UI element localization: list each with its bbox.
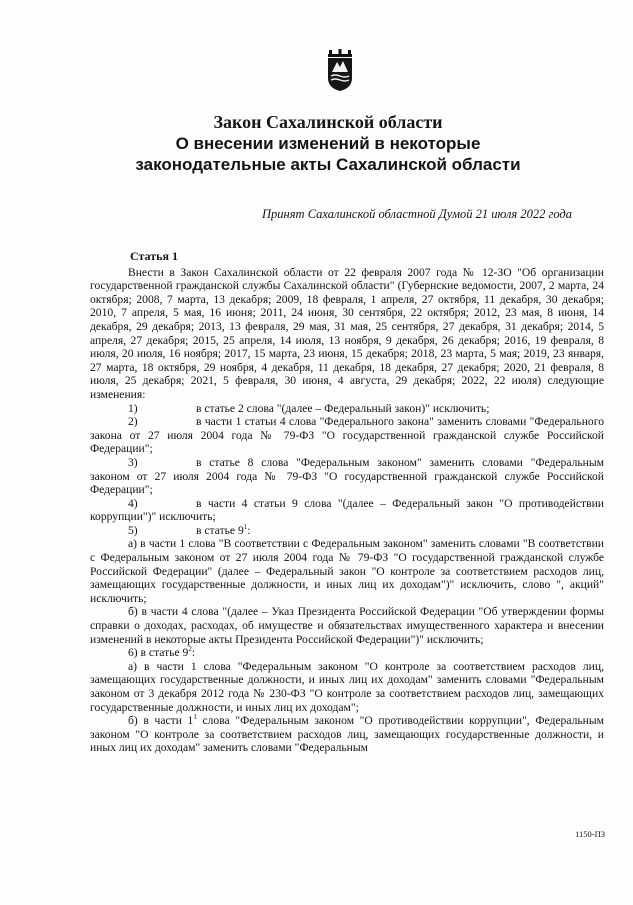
item-end: : — [191, 646, 196, 660]
superscript: 1 — [193, 713, 197, 722]
subitem-6a: а) в части 1 слова "Федеральным законом "О контроле за соответствием расходов лиц, замещающих государственные должности, и иных лиц их доходам" заменить словами "Федеральным законом от 3 декабря 2012 года № 230-ФЗ "О контроле за соответствием расходов лиц, замещающих государственные должности, и иных лиц их доходам"; — [90, 659, 604, 714]
superscript: 1 — [243, 522, 248, 531]
superscript: 2 — [188, 645, 192, 654]
item-text: в статье 9 — [196, 523, 244, 537]
list-item-5 — [90, 524, 604, 538]
subitem-5a: а) в части 1 слова "В соответствии с Федеральным законом" заменить словами "В соответствии с Федеральным законом от 27 июля 2004 года № 79-ФЗ "О государственной гражданской службе Российской Федерации" (далее – Федеральный закон "О контроле за соответствием расходов лиц, замещающих государственные должности, и иных лиц их доходам")" исключить, слово ", акций" исключить; — [90, 537, 604, 605]
subitem-6b — [90, 714, 604, 755]
list-item-1 — [90, 402, 604, 416]
item-number: 2) — [128, 415, 138, 429]
law-subtitle-line2: законодательные акты Сахалинской области — [135, 155, 521, 174]
intro-paragraph: Внести в Закон Сахалинской области от 22 февраля 2007 года № 12-ЗО "Об организации государственной гражданской службы Сахалинской области" (Губернские ведомости, 2007, 2 марта, 24 октября; 2008, 7 марта, 13 декабря; 2009, 18 февраля, 1 апреля, 27 октября, 11 декабря, 30 декабря; 2010, 7 апреля, 5 мая, 16 июня; 2011, 24 июня, 30 сентября, 22 октября; 2012, 23 мая, 8 июня, 14 декабря, 29 декабря; 2013, 13 февраля, 29 мая, 31 мая, 25 сентября, 27 декабря, 31 декабря; 2014, 5 апреля, 27 декабря; 2015, 25 апреля, 14 июля, 13 ноября, 9 декабря, 26 декабря; 2016, 19 февраля, 8 июля, 20 июля, 16 ноября; 2017, 15 марта, 23 июня, 15 декабря; 2018, 23 марта, 5 мая; 2019, 23 января, 27 марта, 18 октября, 29 ноября, 4 декабря, 11 декабря, 18 декабря, 27 декабря; 2020, 21 февраля, 8 июля, 25 декабря; 2021, 5 февраля, 30 июня, 4 августа, 29 декабря; 2022, 22 июля) следующие изменения: — [90, 265, 604, 401]
item-end: : — [247, 523, 251, 537]
item-text: в статье 8 слова "Федеральным законом" заменить словами "Федеральным законом от 27 июля 2004 года № 79-ФЗ "О государственной гражданской службе Российской Федерации"; — [90, 455, 604, 497]
subitem-5b: б) в части 4 слова "(далее – Указ Президента Российской Федерации "Об утверждении формы справки о доходах, расходах, об имуществе и обязательствах имущественного характера и внесении изменений в некоторые акты Президента Российской Федерации")" исключить; — [90, 605, 604, 646]
list-item-2 — [90, 415, 604, 456]
item-text: б) в части 1 — [128, 714, 194, 728]
item-number: 1) — [128, 401, 138, 415]
item-text: в части 4 статьи 9 слова "(далее – Федеральный закон "О противодействии коррупции")" исключить; — [90, 496, 604, 524]
item-text: 6) в статье 9 — [128, 646, 189, 660]
document-body — [90, 250, 604, 755]
list-item-3 — [90, 456, 604, 497]
title-block — [60, 111, 596, 175]
item-number: 3) — [128, 455, 138, 469]
adoption-note: Принят Сахалинской областной Думой 21 июля 2022 года — [262, 207, 572, 221]
item-text: в части 1 статьи 4 слова "Федерального закона" заменить словами "Федерального закона от 27 июля 2004 года № 79-ФЗ "О государственной гражданской службе Российской Федерации"; — [90, 415, 604, 456]
sakhalin-coat-of-arms-icon — [325, 48, 355, 92]
item-number: 4) — [128, 496, 138, 510]
law-title: Закон Сахалинской области — [213, 112, 443, 132]
list-item-4 — [90, 497, 604, 524]
list-item-6 — [90, 646, 604, 660]
law-subtitle-line1: О внесении изменений в некоторые — [175, 134, 481, 153]
document-code: 1150-ПЗ — [575, 829, 605, 839]
article-heading: Статья 1 — [130, 249, 178, 263]
item-text: в статье 2 слова "(далее – Федеральный закон)" исключить; — [196, 401, 490, 415]
item-number: 5) — [128, 523, 138, 537]
item-text-rest: слова "Федеральным законом "О противодействии коррупции", Федеральным законом "О контроле за соответствием расходов лиц, замещающих государственные должности, и иных лиц их доходам" заменить словами "Федеральным — [90, 714, 604, 755]
